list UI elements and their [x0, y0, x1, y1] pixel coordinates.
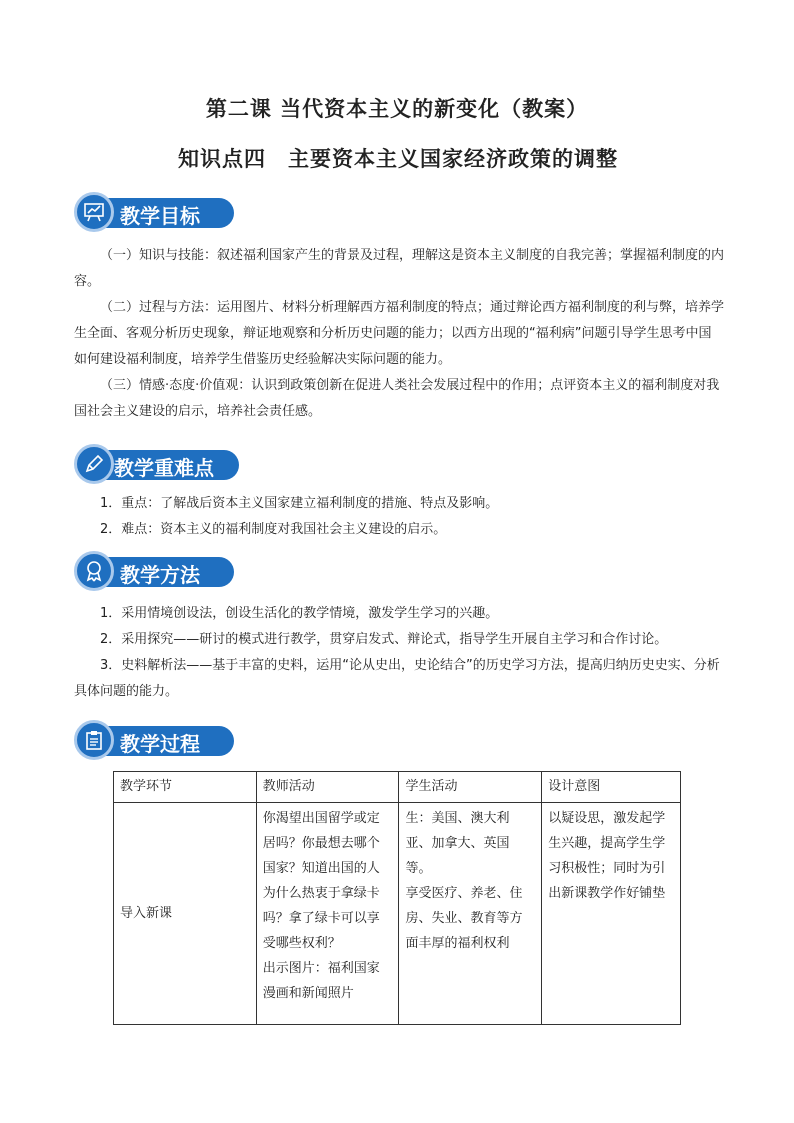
teacher-activity-questions: 你渴望出国留学或定居吗？你最想去哪个国家？知道出国的人为什么热衷于拿绿卡吗？拿了绿卡可以享受哪些权利？	[262, 811, 380, 951]
pencil-icon	[74, 444, 114, 484]
clipboard-icon	[74, 720, 114, 760]
teaching-process-table	[113, 771, 681, 1025]
section-label: 教学目标	[120, 204, 200, 228]
teacher-activity-images: 出示图片：福利国家漫画和新闻照片	[262, 961, 380, 1001]
table-header-cell: 教学环节	[114, 772, 257, 803]
goals-text	[74, 243, 724, 425]
goal-values: （三）情感·态度·价值观：认识到政策创新在促进人类社会发展过程中的作用；点评资本主义的福利制度对我国社会主义建设的启示，培养社会责任感。	[74, 378, 720, 419]
section-header-methods	[74, 551, 234, 591]
table-header-cell: 设计意图	[542, 772, 681, 803]
table-header-cell: 学生活动	[399, 772, 542, 803]
key-points-text	[74, 491, 724, 543]
table-cell-teacher	[256, 803, 399, 1025]
goal-process: （二）过程与方法：运用图片、材料分析理解西方福利制度的特点；通过辩论西方福利制度的利与弊，培养学生全面、客观分析历史现象，辩证地观察和分析历史问题的能力；以西方出现的“福利病”问题引导学生思考中国如何建设福利制度，培养学生借鉴历史经验解决实际问题的能力。	[74, 300, 725, 367]
student-activity-rights: 享受医疗、养老、住房、失业、教育等方面丰厚的福利权利	[405, 886, 523, 951]
section-header-goals	[74, 192, 234, 232]
table-cell-stage: 导入新课	[114, 803, 257, 1025]
key-point-difficulty: 2．难点：资本主义的福利制度对我国社会主义建设的启示。	[100, 522, 447, 537]
award-ribbon-icon	[74, 551, 114, 591]
section-label: 教学重难点	[114, 456, 214, 480]
section-label: 教学过程	[120, 732, 200, 756]
table-header-row	[114, 772, 681, 803]
method-2: 2．采用探究——研讨的模式进行教学，贯穿启发式、辩论式，指导学生开展自主学习和合作讨论。	[100, 632, 668, 647]
section-label: 教学方法	[120, 563, 200, 587]
page-subtitle: 知识点四 主要资本主义国家经济政策的调整	[178, 147, 618, 171]
goal-knowledge: （一）知识与技能：叙述福利国家产生的背景及过程，理解这是资本主义制度的自我完善；掌握福利制度的内容。	[74, 248, 725, 289]
section-header-key-points	[74, 444, 239, 484]
table-header-cell: 教师活动	[256, 772, 399, 803]
key-point-focus: 1．重点：了解战后资本主义国家建立福利制度的措施、特点及影响。	[100, 496, 499, 511]
student-activity-countries: 生：美国、澳大利亚、加拿大、英国等。	[405, 811, 510, 876]
table-row	[114, 803, 681, 1025]
method-3: 3．史料解析法——基于丰富的史料，运用“论从史出，史论结合”的历史学习方法，提高归纳历史史实、分析具体问题的能力。	[74, 658, 720, 699]
table-cell-intent: 以疑设思，激发起学生兴趣，提高学生学习积极性；同时为引出新课教学作好铺垫	[542, 803, 681, 1025]
methods-text	[74, 601, 724, 705]
method-1: 1．采用情境创设法，创设生活化的教学情境，激发学生学习的兴趣。	[100, 606, 499, 621]
table-cell-student	[399, 803, 542, 1025]
page-title: 第二课 当代资本主义的新变化（教案）	[205, 97, 589, 121]
section-header-process	[74, 720, 234, 760]
presentation-icon	[74, 192, 114, 232]
